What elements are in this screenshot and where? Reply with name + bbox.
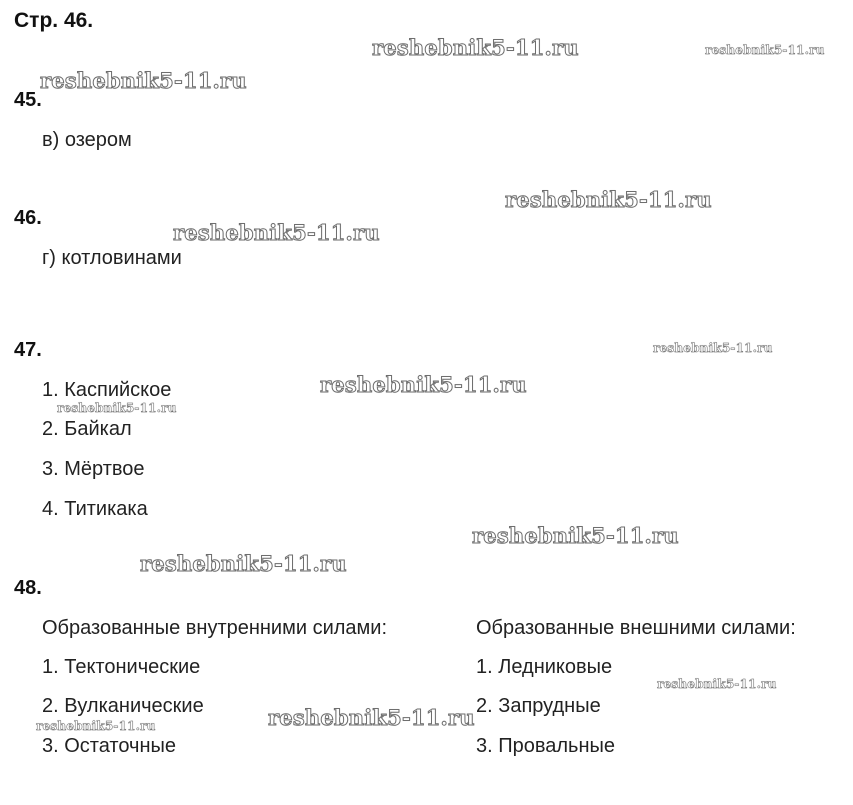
watermark-text: reshebnik5-11.ru xyxy=(268,705,475,730)
question-47-number: 47. xyxy=(14,339,42,361)
watermark-text: reshebnik5-11.ru xyxy=(705,43,825,57)
question-47-item: 4. Титикака xyxy=(42,498,148,520)
watermark-text: reshebnik5-11.ru xyxy=(36,719,156,733)
watermark-text: reshebnik5-11.ru xyxy=(57,401,177,415)
watermark-text: reshebnik5-11.ru xyxy=(657,677,777,691)
question-46-number: 46. xyxy=(14,207,42,229)
question-48-left-heading: Образованные внутренними силами: xyxy=(42,617,388,639)
question-47-item: 2. Байкал xyxy=(42,418,132,440)
question-48-right-item: 3. Провальные xyxy=(476,735,616,757)
watermark-text: reshebnik5-11.ru xyxy=(320,372,527,397)
watermark-text: reshebnik5-11.ru xyxy=(140,551,347,576)
watermark-text: reshebnik5-11.ru xyxy=(505,187,712,212)
question-47-item: 3. Мёртвое xyxy=(42,458,145,480)
question-45-number: 45. xyxy=(14,89,42,111)
question-48-number: 48. xyxy=(14,577,42,599)
question-48-right-item: 1. Ледниковые xyxy=(476,656,613,678)
question-48-left-item: 1. Тектонические xyxy=(42,656,201,678)
page-title: Стр. 46. xyxy=(14,9,94,32)
watermark-text: reshebnik5-11.ru xyxy=(653,341,773,355)
watermark-text: reshebnik5-11.ru xyxy=(472,523,679,548)
watermark-text: reshebnik5-11.ru xyxy=(40,68,247,93)
question-46-answer: г) котловинами xyxy=(42,247,182,269)
question-48-right-item: 2. Запрудные xyxy=(476,695,601,717)
question-47-item: 1. Каспийское xyxy=(42,379,172,401)
watermark-text: reshebnik5-11.ru xyxy=(173,220,380,245)
watermark-text: reshebnik5-11.ru xyxy=(372,35,579,60)
question-48-right-heading: Образованные внешними силами: xyxy=(476,617,796,639)
question-48-left-item: 3. Остаточные xyxy=(42,735,176,757)
question-48-left-item: 2. Вулканические xyxy=(42,695,204,717)
question-45-answer: в) озером xyxy=(42,129,132,151)
